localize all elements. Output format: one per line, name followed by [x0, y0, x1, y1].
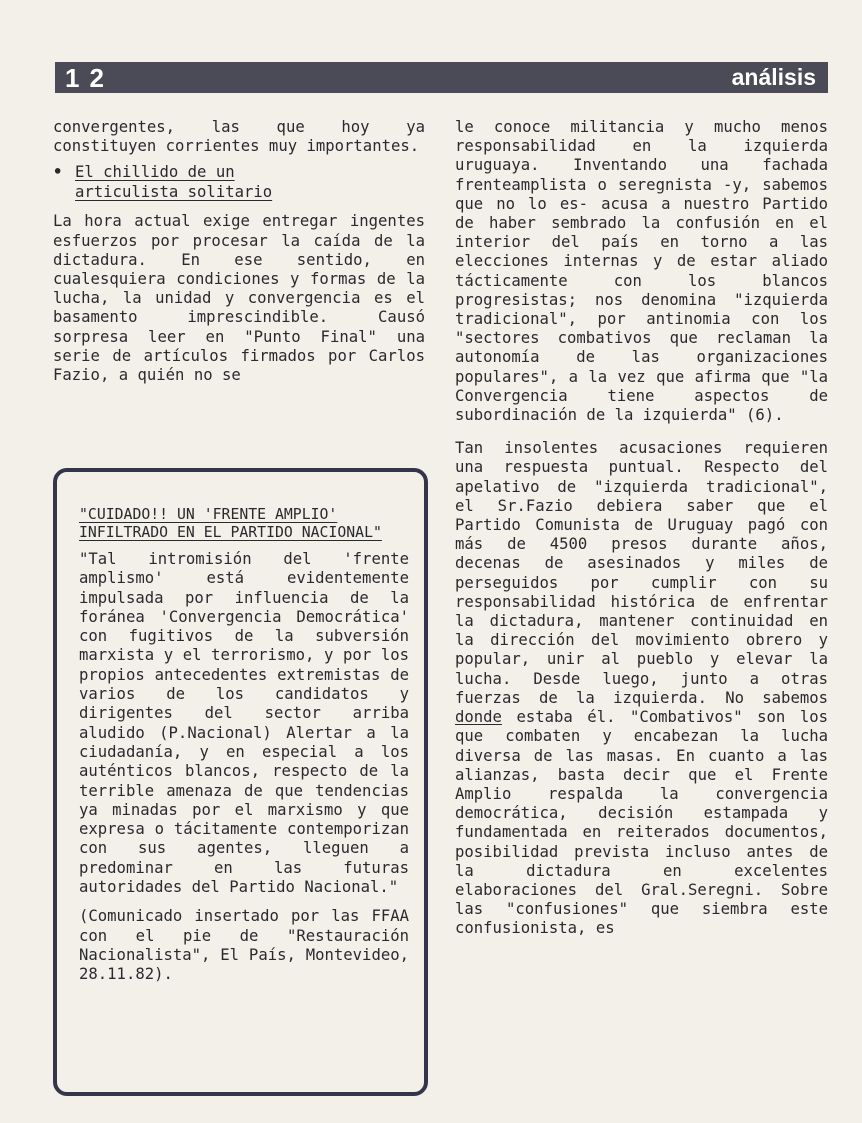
left-paragraph: La hora actual exige entregar ingentes esfuerzos por procesar la caída de la dictadura. En ese sentido, en cualesquiera condiciones y formas de la lucha, la unidad y convergencia es el basamento imprescindible. Causó sorpresa leer en "Punto Final" una serie de artículos firmados por Carlos Fazio, a quién no se — [53, 212, 425, 385]
right-paragraph-2-text-b: estaba él. "Combativos" son los que combaten y encabezan la lucha diversa de las masas. En cuanto a las alianzas, basta decir que el Frente Amplio respalda la convergencia democrática, decisión estampada y fundamentada en reiterados documentos, posibilidad prevista incluso antes de la dictadura en excelentes elaboraciones del Gral.Seregni. Sobre las "confusiones" que siembra este confusionista, es — [455, 708, 828, 938]
right-paragraph-1: le conoce militancia y mucho menos responsabilidad en la izquierda uruguaya. Inventando una fachada frenteamplista o seregnista -y, sabemos que no lo es- acusa a nuestro Partido de haber sembrado la confusión en el interior del país en torno a las elecciones internas y de estar aliado tácticamente con los blancos progresistas; nos denomina "izquierda tradicional", por antinomia con los "sectores combativos que reclaman la autonomía de las organizaciones populares", a la vez que afirma que "la Convergencia tiene aspectos de subordinación de la izquierda" (6). — [455, 118, 828, 425]
subheading-line-1: El chillido de un — [75, 163, 235, 182]
left-column — [53, 118, 425, 385]
subheading — [53, 162, 425, 202]
section-label: análisis — [731, 64, 816, 90]
underlined-word: donde — [455, 708, 502, 727]
quote-body: "Tal intromisión del 'frente amplismo' está evidentemente impulsada por influencia de la foránea 'Convergencia Democrática' con fugitivos de la subversión marxista y el terrorismo, y por los propios antecedentes extremistas de varios de los candidatos y dirigentes del sector arriba aludido (P.Nacional) Alertar a la ciudadanía, y en especial a los auténticos blancos, respecto de la terrible amenaza de que tendencias ya minadas por el marxismo y que expresa o tácitamente contemporizan con sus agentes, lleguen a predominar en las futuras autoridades del Partido Nacional." — [79, 550, 409, 897]
right-paragraph-2 — [455, 439, 828, 938]
quote-source: (Comunicado insertado por las FFAA con el pie de "Restauración Nacionalista", El País, Montevideo, 28.11.82). — [79, 907, 409, 984]
bullet-icon: • — [53, 163, 63, 182]
quote-box — [53, 468, 428, 1096]
right-paragraph-2-text-a: Tan insolentes acusaciones requieren una respuesta puntual. Respecto del apelativo de "izquierda tradicional", el Sr.Fazio debiera saber que el Partido Comunista de Uruguay pagó con más de 4500 presos durante años, decenas de asesinados y miles de perseguidos por cumplir con su responsabilidad histórica de enfrentar la dictadura, mantener continuidad en la dirección del movimiento obrero y popular, unir al pueblo y elevar la lucha. Desde luego, junto a otras fuerzas de la izquierda. No sabemos — [455, 439, 828, 707]
right-column — [455, 118, 828, 939]
left-intro-text: convergentes, las que hoy ya constituyen corrientes muy importantes. — [53, 118, 425, 156]
page-number: 12 — [65, 63, 114, 93]
subheading-line-2: articulista solitario — [75, 183, 273, 202]
header-bar — [55, 62, 828, 93]
quote-title: "CUIDADO!! UN 'FRENTE AMPLIO' INFILTRADO EN EL PARTIDO NACIONAL" — [79, 506, 382, 541]
